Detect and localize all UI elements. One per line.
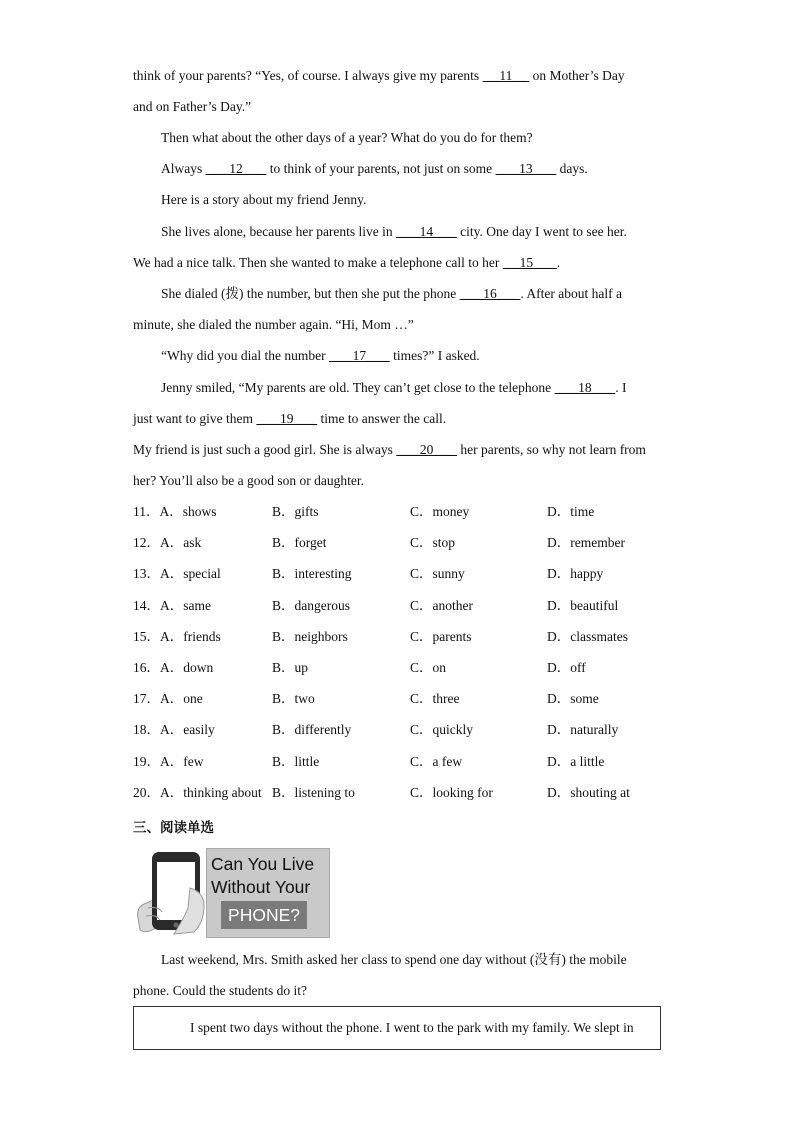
text: think of your parents? “Yes, of course. I always give my parents xyxy=(133,68,483,83)
reading-paragraph: Last weekend, Mrs. Smith asked her class to spend one day without (没有) the mobile xyxy=(161,952,627,967)
option-a: 14．A．same xyxy=(133,597,211,613)
banner-title xyxy=(206,848,330,938)
text: “Why did you dial the number xyxy=(161,348,329,363)
blank-17: ___17___ xyxy=(328,348,390,363)
text: to think of your parents, not just on some xyxy=(266,161,496,176)
reading-banner xyxy=(134,848,330,936)
option-a: 12．A．ask xyxy=(133,535,202,551)
text: just want to give them xyxy=(133,411,257,426)
option-d: D．off xyxy=(547,659,586,675)
option-b: B．dangerous xyxy=(272,597,350,613)
option-c: C．money xyxy=(410,504,470,519)
option-b: B．neighbors xyxy=(272,628,348,644)
option-c: C．parents xyxy=(410,628,472,644)
text: days. xyxy=(556,161,588,176)
option-a: 15．A．friends xyxy=(133,628,221,644)
options-list xyxy=(133,503,663,815)
option-d: D．classmates xyxy=(547,628,628,644)
option-a: 19．A．few xyxy=(133,753,204,769)
option-a: 18．A．easily xyxy=(133,722,215,738)
passage-line: Then what about the other days of a year? What do you do for them? xyxy=(161,130,533,145)
text: on Mother’s Day xyxy=(529,68,625,83)
option-a: 11．A．shows xyxy=(133,504,217,519)
blank-20: ___20___ xyxy=(396,442,457,457)
section-title: 三、阅读单选 xyxy=(133,820,214,836)
passage-line xyxy=(161,285,691,303)
option-d: D．beautiful xyxy=(547,597,619,613)
reading-paragraph: phone. Could the students do it? xyxy=(133,983,307,998)
option-b: B．little xyxy=(272,753,320,769)
question-row xyxy=(133,565,663,596)
passage-line: and on Father’s Day.” xyxy=(133,99,252,114)
passage-line xyxy=(161,379,691,397)
passage-line: Here is a story about my friend Jenny. xyxy=(161,192,367,207)
blank-13: ___13___ xyxy=(495,161,557,176)
text: . xyxy=(556,255,561,270)
passage-line: minute, she dialed the number again. “Hi, Mom …” xyxy=(133,317,414,332)
passage-line xyxy=(161,223,691,241)
question-row xyxy=(133,503,663,534)
option-b: B．up xyxy=(272,659,309,675)
blank-18: ___18___ xyxy=(554,380,616,395)
option-d: D．a little xyxy=(547,753,605,769)
passage-line xyxy=(133,410,663,428)
option-a: 13．A．special xyxy=(133,566,221,582)
option-c: C．another xyxy=(410,597,473,613)
text: We had a nice talk. Then she wanted to make a telephone call to her xyxy=(133,255,503,270)
option-d: D．some xyxy=(547,691,599,707)
option-a: 17．A．one xyxy=(133,691,203,707)
question-row xyxy=(133,628,663,659)
option-c: C．a few xyxy=(410,753,463,769)
text: She dialed (拨) the number, but then she put the phone xyxy=(161,286,460,301)
question-row xyxy=(133,534,663,565)
phone-in-hand-icon xyxy=(134,848,206,936)
text: . After about half a xyxy=(520,286,622,301)
blank-11: __11__ xyxy=(482,68,530,83)
option-c: C．quickly xyxy=(410,722,473,738)
blank-16: ___16___ xyxy=(459,286,521,301)
passage-line xyxy=(161,160,691,178)
blank-15: __15___ xyxy=(502,255,557,270)
text: times?” I asked. xyxy=(389,348,480,363)
student-quote-box xyxy=(133,1006,661,1050)
blank-19: ___19___ xyxy=(256,411,318,426)
option-d: D．happy xyxy=(547,566,604,582)
option-b: B．differently xyxy=(272,722,352,738)
option-c: C．on xyxy=(410,659,447,675)
blank-12: ___12___ xyxy=(205,161,267,176)
option-c: C．sunny xyxy=(410,566,465,582)
passage-line xyxy=(133,67,663,85)
option-c: C．three xyxy=(410,691,460,707)
option-d: D．naturally xyxy=(547,722,619,738)
blank-14: ___14___ xyxy=(396,224,457,239)
option-c: C．looking for xyxy=(410,784,493,800)
text: Always xyxy=(161,161,206,176)
option-b: B．two xyxy=(272,691,315,707)
text: My friend is just such a good girl. She is always xyxy=(133,442,397,457)
option-b: B．gifts xyxy=(272,504,319,519)
text: city. One day I went to see her. xyxy=(456,224,627,239)
passage-line xyxy=(161,347,691,365)
passage-line: her? You’ll also be a good son or daughter. xyxy=(133,473,364,488)
passage-line xyxy=(133,441,663,459)
question-row xyxy=(133,659,663,690)
text: . I xyxy=(615,380,627,395)
option-a: 16．A．down xyxy=(133,659,214,675)
question-row xyxy=(133,690,663,721)
passage-line xyxy=(133,254,663,272)
banner-title-text: Can You Live Without Your xyxy=(211,854,315,897)
option-b: B．interesting xyxy=(272,566,352,582)
option-d: D．remember xyxy=(547,535,625,551)
banner-phone-label: PHONE? xyxy=(221,901,307,929)
option-d: D．shouting at xyxy=(547,784,630,800)
text: She lives alone, because her parents live in xyxy=(161,224,397,239)
text: her parents, so why not learn from xyxy=(456,442,646,457)
text: Jenny smiled, “My parents are old. They can’t get close to the telephone xyxy=(161,380,555,395)
option-b: B．listening to xyxy=(272,784,355,800)
option-c: C．stop xyxy=(410,535,456,551)
question-row xyxy=(133,753,663,784)
option-a: 20．A．thinking about xyxy=(133,784,262,800)
option-b: B．forget xyxy=(272,535,327,551)
question-row xyxy=(133,721,663,752)
text: time to answer the call. xyxy=(317,411,447,426)
option-d: D．time xyxy=(547,504,595,519)
question-row xyxy=(133,784,663,815)
question-row xyxy=(133,597,663,628)
quote-text: I spent two days without the phone. I went to the park with my family. We slept in xyxy=(190,1020,634,1035)
